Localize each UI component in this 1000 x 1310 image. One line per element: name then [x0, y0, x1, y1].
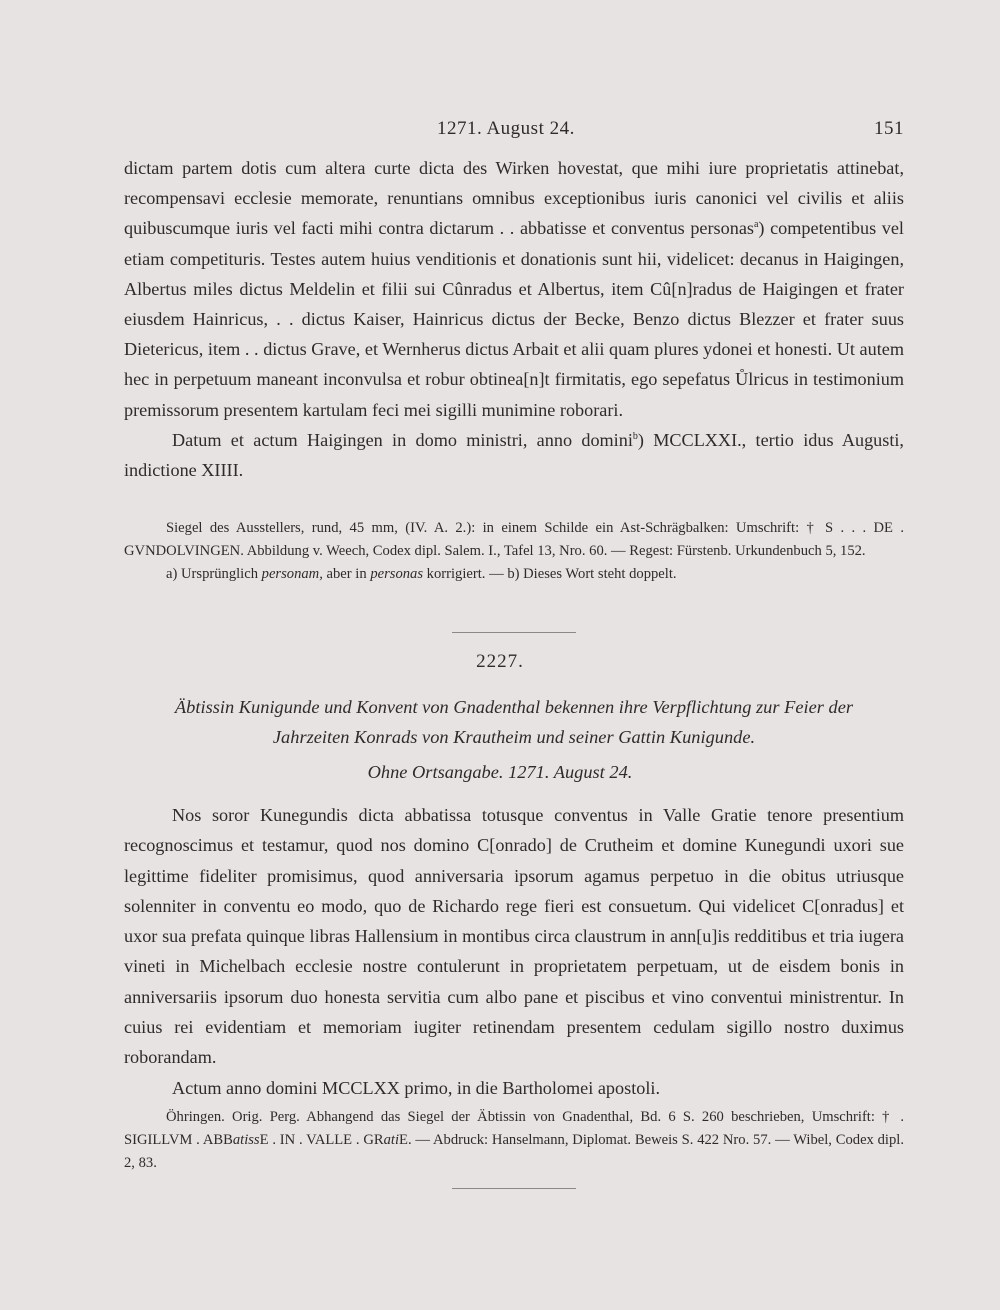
charter-2227-text [124, 800, 904, 1103]
header-date: 1271. August 24. [437, 118, 575, 139]
footnote-marker-b: b [632, 430, 638, 442]
dating-clause: Actum anno domini MCCLXX primo, in die Bartholomei apostoli. [172, 1077, 660, 1098]
page-number: 151 [874, 118, 904, 139]
section-divider [452, 632, 576, 633]
seal-description: Siegel des Ausstellers, rund, 45 mm, (IV. A. 2.): in einem Schilde ein Ast-Schrägbalken: Umschrift: † S . . . DE . GVNDOLVINGEN. Abbildung v. Weech, Codex dipl. Salem. I., Tafel 13, Nro. 60. — Regest: Fürstenb. Urkundenbuch 5, 152. [124, 520, 904, 560]
dating-clause: Datum et actum Haigingen in domo ministri, anno domini$^b$) MCCLXXI., tertio idus Augusti, indictione XIIII. [124, 429, 904, 481]
section-divider [452, 1188, 576, 1189]
footnote-marker-a: a [753, 219, 759, 231]
regest-summary: Äbtissin Kunigunde und Konvent von Gnadenthal bekennen ihre Verpflichtung zur Feier der Jahrzeiten Konrads von Krautheim und seiner Gattin Kunigunde. [174, 697, 854, 747]
document-number: 2227. [476, 651, 524, 672]
charter-2226-notes [124, 517, 904, 587]
place-date-line: Ohne Ortsangabe. 1271. August 24. [367, 762, 633, 782]
charter-2227-notes [124, 1106, 904, 1175]
charter-paragraph: dictam partem dotis cum altera curte dicta des Wirken hovestat, que mihi iure proprietatis attinebat, recompensavi ecclesie memorate, renuntians omnibus exceptionibus iuris canonici vel civilis et aliis quibuscumque iuris vel facti mihi contra dictarum . . abbatisse et conventus personas$^a$) competentibus vel etiam competituris. Testes autem huius venditionis et donationis sunt hii, videlicet: decanus in Haigingen, Albertus miles dictus Meldelin et filii sui Cûnradus et Albertus, item Cû[n]radus de Haigingen et frater eiusdem Hainricus, . . dictus Kaiser, Hainricus dictus der Becke, Benzo dictus Blezzer et frater suus Dietericus, item . . dictus Grave, et Wernherus dictus Arbait et alii quam plures ydonei et honesti. Ut autem hec in perpetuum maneant inconvulsa et robur obtinea[n]t firmitatis, ego sepefatus Ůlricus in testimonium premissorum presentem kartulam feci mei sigilli munimine roborari. [124, 158, 904, 420]
page-header [124, 118, 904, 142]
footnotes: a) Ursprünglich personam, aber in personas korrigiert. — b) Dieses Wort steht doppelt. [166, 566, 677, 583]
charter-2226-text [124, 153, 904, 485]
charter-paragraph: Nos soror Kunegundis dicta abbatissa totusque conventus in Valle Gratie tenore presentium recognoscimus et testamur, quod nos domino C[onrado] de Crutheim et domine Kunegundi uxori sue legittime fideliter promisimus, quod anniversaria ipsorum agamus perpetuo in die obitus utriusque solenniter in conventu eo modo, quo de Richardo rege fieri est consuetum. Qui videlicet C[onradus] et uxor sua prefata quinque libras Hallensium in montibus circa claustrum in ann[u]is redditibus et tria iugera vineti in Michelbach ecclesie nostre contulerunt in proprietatem perpetuam, ut de eisdem bonis in anniversariis ipsorum duo honesta servitia cum albo pane et piscibus et vino conventui ministrentur. In cuius rei evidentiam et memoriam iugiter retinendam presentem cedulam sigillo nostro duximus roborandam. [124, 805, 904, 1068]
archival-note: Öhringen. Orig. Perg. Abhangend das Siegel der Äbtissin von Gnadenthal, Bd. 6 S. 260 beschrieben, Umschrift: † . SIGILLVM . ABBatissE . IN . VALLE . GRatiE. — Abdruck: Hanselmann, Diplomat. Beweis S. 422 Nro. 57. — Wibel, Codex dipl. 2, 83. [124, 1109, 904, 1171]
